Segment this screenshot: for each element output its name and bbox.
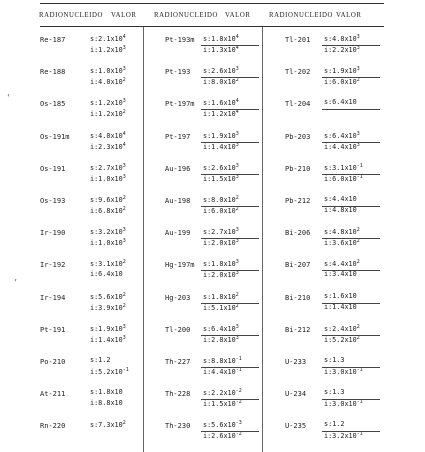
value-i-text: i:4.4x10 [203, 368, 236, 376]
value-s-text: s:2.4x10 [324, 324, 357, 333]
margin-mark: ‘ [6, 93, 11, 102]
value-i-text: i:3.2x10 [324, 432, 357, 441]
value-s-exponent: 3 [356, 34, 360, 40]
value-i-exponent: 4 [122, 141, 126, 148]
value-underline [201, 238, 259, 239]
nuclide-label: Tl-200 [165, 325, 191, 334]
column-divider [262, 27, 263, 452]
value-s-text: s:1.9x10 [90, 324, 123, 333]
value-s-exponent: -1 [356, 162, 363, 169]
value-underline [322, 238, 380, 239]
value-s [203, 325, 239, 333]
value-s-text: s:2.2x10 [203, 389, 236, 398]
value-underline [322, 367, 380, 368]
value-s-exponent: 2 [122, 259, 126, 266]
value-i [90, 400, 123, 407]
nuclide-label: Os-193 [40, 197, 66, 205]
value-s-exponent: 3 [235, 130, 239, 137]
value-s-text: s:1.9x10 [203, 131, 236, 140]
value-i-text: i:6.0x10 [324, 78, 357, 87]
value-i-text: i:1.4x10 [324, 302, 357, 311]
nuclide-label: Pt-191 [40, 325, 66, 334]
value-i [90, 175, 126, 183]
value-s-exponent: 3 [235, 259, 239, 266]
value-i-text: i:1.2x10 [203, 110, 236, 119]
value-i-exponent: -1 [356, 367, 363, 373]
value-i [90, 207, 126, 215]
value-underline [201, 367, 259, 368]
value-s [90, 293, 126, 301]
value-i-exponent: 2 [235, 302, 239, 309]
nuclide-label: Ir-190 [40, 229, 66, 238]
value-s-text: s:3.2x10 [90, 228, 123, 237]
value-i [324, 271, 357, 278]
value-s [324, 132, 360, 140]
value-s-exponent: -3 [235, 420, 242, 427]
nuclide-label: Pb-212 [285, 197, 311, 205]
value-i [324, 46, 360, 54]
value-s-exponent: 4 [122, 34, 126, 40]
value-i-text: i:1.5x10 [203, 174, 236, 183]
value-s-text: s:6.4x10 [324, 98, 357, 107]
value-s-text: s:1.8x10 [203, 260, 236, 269]
value-i [203, 368, 242, 376]
value-underline [322, 431, 380, 432]
value-i [90, 271, 123, 278]
value-i-text: i:2.2x10 [324, 46, 357, 54]
value-s-text: s:4.4x10 [324, 195, 357, 203]
value-s [203, 228, 239, 236]
value-s [90, 389, 123, 396]
value-s-text: s:2.7x10 [90, 163, 123, 172]
nuclide-label: Au-198 [165, 197, 191, 205]
value-s-exponent: 3 [122, 162, 126, 169]
value-s-exponent: 3 [356, 130, 360, 137]
value-i [203, 207, 239, 215]
value-s-text: s:1.8x10 [203, 292, 236, 301]
value-i-exponent: 3 [235, 141, 239, 148]
value-s [203, 293, 239, 301]
nuclide-label: Tl-201 [285, 36, 311, 44]
value-i-text: i:6.0x10 [203, 207, 236, 215]
value-s-text: s:1.3 [324, 388, 345, 397]
value-i-exponent: 3 [235, 270, 239, 277]
value-i-exponent: 2 [356, 77, 360, 84]
value-i-text: i:4.8x10 [324, 206, 357, 214]
value-i [324, 207, 357, 214]
value-s-text: s:4.8x10 [324, 35, 357, 43]
value-i [203, 336, 239, 344]
nuclide-label: Th-227 [165, 358, 191, 366]
nuclide-label: Bi-212 [285, 325, 311, 334]
nuclide-label: Pt-197m [165, 100, 195, 109]
value-s [324, 325, 360, 333]
value-s-exponent: 3 [235, 227, 239, 234]
value-s-text: s:2.7x10 [203, 228, 236, 237]
value-i-text: i:8.8x10 [90, 399, 123, 408]
value-s [90, 260, 126, 268]
value-i-text: i:1.4x10 [90, 335, 123, 344]
value-s-exponent: 2 [235, 195, 239, 201]
value-s [203, 132, 239, 140]
value-s-text: s:7.3x10 [90, 421, 123, 430]
value-underline [201, 206, 259, 207]
nuclide-label: Au-199 [165, 229, 191, 238]
value-underline [201, 399, 259, 400]
value-i [203, 432, 242, 440]
value-s-exponent: 3 [235, 66, 239, 73]
value-s-exponent: 4 [235, 34, 239, 40]
value-i-text: i:2.6x10 [203, 432, 236, 441]
value-s [324, 389, 344, 396]
value-i [203, 239, 239, 247]
value-underline [322, 142, 380, 143]
value-i-text: i:1.2x10 [90, 110, 123, 119]
value-i [324, 336, 360, 344]
value-i-text: i:6.4x10 [90, 270, 123, 279]
value-i [90, 143, 126, 151]
value-i [90, 78, 126, 86]
value-underline [201, 335, 259, 336]
value-s-text: s:1.0x10 [90, 67, 123, 76]
value-i [203, 175, 239, 183]
value-i-text: i:2.0x10 [203, 271, 236, 280]
nuclide-label: Ir-194 [40, 293, 66, 302]
value-s-text: s:3.1x10 [324, 163, 357, 172]
nuclide-label: Re-187 [40, 36, 66, 44]
value-i-text: i:1.4x10 [203, 142, 236, 151]
value-underline [201, 77, 259, 78]
value-s-text: s:5.6x10 [203, 421, 236, 430]
nuclide-label: Bi-207 [285, 261, 311, 270]
value-i-text: i:5.2x10 [90, 368, 123, 376]
value-s [90, 35, 126, 43]
value-s-text: s:1.2 [90, 356, 111, 364]
value-i-exponent: 3 [122, 238, 126, 245]
value-underline [201, 303, 259, 304]
value-i-exponent: -2 [235, 399, 242, 406]
value-i-exponent: 4 [235, 109, 239, 116]
value-i [203, 46, 239, 54]
value-underline [322, 399, 380, 400]
value-s-exponent: 2 [356, 259, 360, 266]
value-s-text: s:6.4x10 [203, 324, 236, 333]
value-s-text: s:4.8x10 [324, 228, 357, 237]
value-s [324, 228, 360, 236]
nuclide-label: Pb-203 [285, 132, 311, 141]
value-s-exponent: 2 [122, 291, 126, 298]
value-i-text: i:1.5x10 [203, 400, 236, 409]
value-s-exponent: 2 [122, 420, 126, 427]
value-i-exponent: 2 [122, 109, 126, 116]
value-i-text: i:3.0x10 [324, 368, 357, 376]
value-s-text: s:1.9x10 [324, 67, 357, 76]
value-underline [322, 109, 380, 110]
value-i [324, 304, 357, 311]
nuclide-label: Bi-210 [285, 293, 311, 302]
value-underline [201, 270, 259, 271]
value-i-exponent: -1 [356, 173, 363, 180]
value-s-exponent: 2 [235, 291, 239, 298]
nuclide-label: Tl-204 [285, 100, 311, 109]
value-s-exponent: 3 [122, 66, 126, 73]
value-i-text: i:3.6x10 [324, 239, 357, 248]
value-s-text: s:8.0x10 [203, 196, 236, 204]
value-s-text: s:8.8x10 [203, 357, 236, 365]
column-divider [143, 27, 144, 452]
value-underline [322, 303, 380, 304]
value-i-exponent: 2 [122, 206, 126, 212]
value-s-exponent: 4 [235, 98, 239, 105]
value-i-exponent: -2 [235, 431, 242, 438]
value-s-text: s:2.6x10 [203, 163, 236, 172]
value-i-text: i:4.0x10 [90, 78, 123, 87]
header-value-2: VALOR [225, 12, 251, 19]
value-s [203, 389, 242, 397]
nuclide-label: Th-230 [165, 422, 191, 431]
nuclide-label: Au-196 [165, 164, 191, 173]
value-s-exponent: 4 [122, 130, 126, 137]
header-nuclide-2: RADIONUCLEIDO [154, 12, 219, 19]
nuclide-label: Bi-206 [285, 229, 311, 238]
value-underline [201, 142, 259, 143]
value-s [203, 99, 239, 107]
value-i-exponent: 3 [122, 334, 126, 341]
value-s [90, 99, 126, 107]
value-i [324, 78, 360, 86]
value-i-text: i:5.2x10 [324, 335, 357, 344]
value-i [203, 78, 239, 86]
value-underline [322, 77, 380, 78]
value-underline [201, 174, 259, 175]
value-i-exponent: 3 [235, 334, 239, 341]
nuclide-label: At-211 [40, 390, 66, 399]
value-s [90, 132, 126, 140]
value-i [90, 239, 126, 247]
value-s-text: s:4.0x10 [90, 131, 123, 140]
value-i-exponent: 3 [356, 141, 360, 148]
value-i-text: i:3.9x10 [90, 303, 123, 312]
value-s-text: s:4.4x10 [324, 260, 357, 269]
value-i [324, 143, 360, 151]
value-i [203, 110, 239, 118]
value-i [90, 304, 126, 312]
value-underline [201, 109, 259, 110]
value-i [324, 400, 363, 408]
value-underline [201, 45, 259, 46]
value-s-text: s:1.8x10 [203, 35, 236, 43]
value-s [90, 164, 126, 172]
value-i-exponent: 2 [235, 206, 239, 212]
value-i [90, 368, 129, 376]
value-i-text: i:3.4x10 [324, 270, 357, 279]
value-s-exponent: 3 [235, 323, 239, 330]
value-i-exponent: 4 [235, 45, 239, 51]
nuclide-label: U-234 [285, 390, 307, 399]
nuclide-label: Pt-197 [165, 132, 191, 141]
value-underline [322, 335, 380, 336]
value-underline [322, 206, 380, 207]
value-s [324, 99, 357, 106]
value-s-exponent: 2 [356, 323, 360, 330]
value-s-exponent: 3 [122, 323, 126, 330]
value-i-exponent: 3 [235, 173, 239, 180]
nuclide-label: Th-228 [165, 390, 191, 399]
value-i-text: i:1.0x10 [90, 174, 123, 183]
value-s [324, 357, 344, 364]
value-i [90, 336, 126, 344]
nuclide-label: U-233 [285, 358, 307, 366]
value-s [203, 260, 239, 268]
nuclide-label: Hg-197m [165, 261, 195, 270]
value-s [203, 357, 242, 365]
value-underline [322, 174, 380, 175]
value-s [90, 228, 126, 236]
header-value-3: VALOR [336, 12, 362, 19]
header-nuclide-3: RADIONUCLEIDO [269, 12, 334, 19]
value-s-text: s:9.6x10 [90, 196, 123, 204]
nuclide-label: Ir-192 [40, 261, 66, 270]
value-i-text: i:2.0x10 [203, 239, 236, 248]
top-rule [40, 3, 384, 4]
value-i-text: i:6.8x10 [90, 207, 123, 215]
value-underline [322, 270, 380, 271]
value-s-text: s:6.4x10 [324, 131, 357, 140]
nuclide-label: Pb-210 [285, 164, 311, 173]
value-i [203, 400, 242, 408]
nuclide-label: Po-210 [40, 358, 66, 366]
value-i-exponent: 3 [235, 238, 239, 245]
value-s-exponent: 3 [356, 66, 360, 73]
value-i-exponent: 2 [235, 77, 239, 84]
value-i [324, 175, 363, 183]
value-i [203, 271, 239, 279]
value-s-exponent: 3 [235, 162, 239, 169]
value-s [90, 421, 126, 429]
nuclide-label: Os-185 [40, 100, 66, 109]
value-i [90, 110, 126, 118]
value-i-text: i:6.0x10 [324, 174, 357, 183]
value-s [203, 35, 239, 43]
value-s-exponent: -2 [235, 388, 242, 395]
value-i-text: i:2.8x10 [203, 335, 236, 344]
value-i-exponent: 3 [356, 45, 360, 51]
value-s [203, 421, 242, 429]
value-s [90, 325, 126, 333]
value-s [90, 67, 126, 75]
header-rule [40, 26, 384, 27]
value-s [324, 260, 360, 268]
value-i-text: i:4.4x10 [324, 142, 357, 151]
margin-mark: ’ [13, 278, 18, 287]
value-s-exponent: 2 [356, 227, 360, 234]
value-s [203, 196, 239, 204]
value-i-exponent: -1 [122, 367, 129, 373]
value-i-text: i:2.3x10 [90, 142, 123, 151]
nuclide-label: Os-191 [40, 164, 66, 173]
value-i-exponent: 2 [122, 302, 126, 309]
value-s [324, 421, 344, 428]
value-i-text: i:8.0x10 [203, 78, 236, 87]
value-i-exponent: 2 [356, 334, 360, 341]
nuclide-label: Rn-220 [40, 422, 66, 431]
value-i-exponent: 2 [122, 77, 126, 84]
value-s-text: s:1.3 [324, 356, 345, 364]
nuclide-label: Re-188 [40, 68, 66, 77]
nuclide-label: Hg-203 [165, 293, 191, 302]
value-s [203, 67, 239, 75]
header-value-1: VALOR [111, 12, 137, 19]
value-i [203, 143, 239, 151]
value-i [324, 368, 363, 376]
value-s [90, 357, 110, 364]
value-underline [322, 45, 380, 46]
value-s [324, 196, 357, 203]
nuclide-label: Pt-193 [165, 68, 191, 77]
value-s-text: s:2.6x10 [203, 67, 236, 76]
value-i-exponent: -1 [235, 367, 242, 373]
value-s-text: s:1.8x10 [90, 388, 123, 397]
value-i-exponent: -1 [356, 431, 363, 438]
value-i [324, 239, 360, 247]
value-i-text: i:1.2x10 [90, 46, 123, 54]
value-i-text: i:5.1x10 [203, 303, 236, 312]
value-underline [201, 431, 259, 432]
value-s [324, 164, 363, 172]
value-s-text: s:1.6x10 [324, 291, 357, 300]
value-i-text: i:3.0x10 [324, 400, 357, 409]
value-s-text: s:2.1x10 [90, 35, 123, 43]
value-s-exponent: -1 [235, 356, 242, 362]
value-s [90, 196, 126, 204]
value-i-text: i:1.3x10 [203, 46, 236, 54]
value-s-exponent: 3 [122, 227, 126, 234]
value-s-text: s:1.2x10 [90, 99, 123, 108]
value-i-exponent: -1 [356, 399, 363, 406]
value-i-text: i:1.0x10 [90, 239, 123, 248]
value-s [324, 35, 360, 43]
nuclide-label: U-235 [285, 422, 307, 431]
value-i-exponent: 2 [356, 238, 360, 245]
value-i [90, 46, 126, 54]
nuclide-label: Tl-202 [285, 68, 311, 77]
value-s-text: s:3.1x10 [90, 260, 123, 269]
value-s-text: s:5.6x10 [90, 292, 123, 301]
value-i [324, 432, 363, 440]
value-s [324, 293, 357, 300]
value-i-exponent: 3 [122, 45, 126, 51]
value-s [203, 164, 239, 172]
value-s-text: s:1.6x10 [203, 99, 236, 108]
value-s-exponent: 3 [122, 98, 126, 105]
value-i [203, 304, 239, 312]
value-s-text: s:1.2 [324, 420, 345, 429]
value-s-exponent: 2 [122, 195, 126, 201]
value-i-exponent: 3 [122, 173, 126, 180]
nuclide-label: Pt-193m [165, 36, 195, 44]
value-s [324, 67, 360, 75]
nuclide-label: Os-191m [40, 132, 70, 141]
header-nuclide-1: RADIONUCLEIDO [39, 12, 104, 19]
